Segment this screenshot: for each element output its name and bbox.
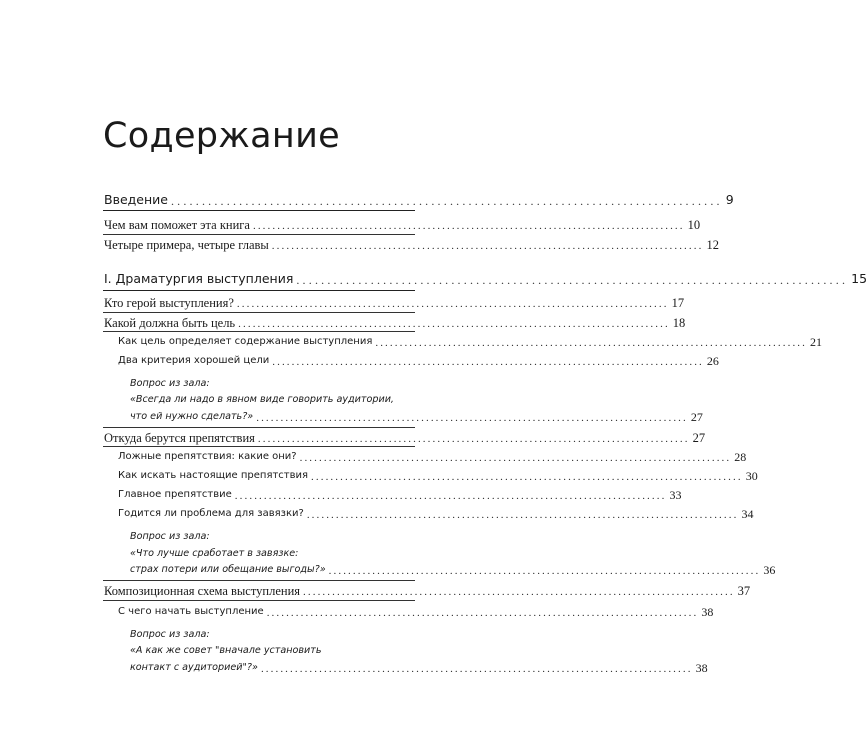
toc-subentry[interactable] [130, 561, 776, 579]
entry-divider [103, 446, 415, 447]
question-text: страх потери или обещание выгоды?» [130, 564, 326, 575]
question-text: «Что лучше сработает в завязке: [130, 548, 299, 559]
toc-entry-label: Откуда берутся препятствия [104, 431, 255, 445]
dot-leader: ......................................................................................... [257, 433, 690, 445]
toc-entry-label: Композиционная схема выступления [104, 584, 301, 598]
toc-entry-page: 38 [695, 661, 708, 675]
dot-leader: ......................................................................................... [236, 298, 669, 310]
question-label: Вопрос из зала: [130, 629, 210, 640]
dot-leader: ......................................................................................... [328, 565, 761, 577]
toc-subentry[interactable] [118, 603, 714, 621]
toc-entry-label: Чем вам поможет эта книга [104, 218, 250, 232]
toc-entry-page: 10 [687, 218, 701, 232]
toc-entry-page: 27 [692, 431, 706, 445]
dot-leader: ......................................................................................... [299, 452, 732, 464]
toc-entry-label: Кто герой выступления? [104, 296, 234, 310]
question-line [130, 391, 415, 409]
entry-divider [103, 427, 415, 428]
entry-divider [103, 234, 415, 235]
entry-divider [103, 331, 415, 332]
dot-leader: ......................................................................................... [271, 240, 704, 252]
toc-entry-page: 38 [701, 605, 714, 619]
toc-entry[interactable] [104, 429, 706, 447]
toc-entry[interactable] [104, 216, 701, 234]
toc-entry-page: 33 [669, 488, 682, 502]
entry-divider [103, 312, 415, 313]
toc-subentry[interactable] [118, 333, 823, 351]
page-title: Содержание [103, 116, 340, 156]
toc-entry-page: 12 [706, 238, 719, 252]
toc-entry-label: Как искать настоящие препятствия [118, 470, 309, 481]
toc-entry-label: Два критерия хорошей цели [118, 355, 270, 366]
toc-entry[interactable] [104, 294, 685, 312]
dot-leader: ......................................................................................... [272, 356, 704, 368]
question-text: «Всегда ли надо в явном виде говорить аудитории, [130, 394, 394, 405]
toc-entry[interactable] [104, 270, 867, 288]
toc-entry-label: Как цель определяет содержание выступления [118, 336, 373, 347]
toc-entry-page: 26 [706, 354, 719, 368]
question-text: контакт с аудиторией"?» [130, 662, 258, 673]
toc-subentry[interactable] [118, 448, 747, 466]
question-text: что ей нужно сделать?» [130, 411, 254, 422]
toc-entry-page: 21 [810, 335, 823, 349]
dot-leader: ......................................................................................... [256, 412, 688, 424]
toc-entry-page: 30 [745, 469, 758, 483]
dot-leader: ......................................................................................... [296, 273, 849, 287]
dot-leader: ......................................................................................... [311, 471, 743, 483]
toc-entry-page: 27 [690, 410, 703, 424]
toc-entry-label: I. Драматургия выступления [104, 271, 294, 286]
toc-entry-page: 37 [737, 584, 751, 598]
toc-entry[interactable] [104, 314, 686, 332]
toc-entry[interactable] [104, 191, 734, 209]
toc-entry-page: 15 [851, 271, 867, 286]
toc-subentry[interactable] [118, 505, 754, 523]
toc-entry-page: 18 [672, 316, 686, 330]
question-label: Вопрос из зала: [130, 378, 210, 389]
toc-entry-page: 36 [763, 563, 776, 577]
toc-entry[interactable] [104, 236, 719, 254]
toc-entry-label: Какой должна быть цель [104, 316, 236, 330]
dot-leader: ......................................................................................... [303, 586, 735, 598]
toc-subentry[interactable] [130, 408, 703, 426]
dot-leader: ......................................................................................... [252, 220, 685, 232]
section-divider [103, 290, 415, 291]
toc-entry[interactable] [104, 582, 751, 600]
dot-leader: ......................................................................................... [266, 607, 699, 619]
toc-subentry[interactable] [118, 352, 719, 370]
toc-entry-page: 9 [725, 192, 734, 207]
question-line [130, 642, 415, 660]
question-text: «А как же совет "вначале установить [130, 645, 322, 656]
toc-subentry[interactable] [118, 486, 682, 504]
section-divider [103, 210, 415, 211]
toc-entry-page: 28 [734, 450, 747, 464]
entry-divider [103, 600, 415, 601]
toc-entry-label: С чего начать выступление [118, 606, 264, 617]
toc-entry-label: Годится ли проблема для завязки? [118, 508, 304, 519]
toc-subentry[interactable] [118, 467, 758, 485]
entry-divider [103, 580, 415, 581]
question-heading [130, 528, 415, 546]
toc-subentry[interactable] [130, 659, 708, 677]
toc-entry-page: 17 [671, 296, 685, 310]
dot-leader: ......................................................................................... [375, 337, 808, 349]
dot-leader: ......................................................................................... [234, 490, 667, 502]
toc-entry-label: Главное препятствие [118, 489, 232, 500]
toc-entry-label: Введение [104, 192, 168, 207]
dot-leader: ......................................................................................... [170, 194, 723, 208]
dot-leader: ......................................................................................... [260, 663, 693, 675]
question-label: Вопрос из зала: [130, 531, 210, 542]
toc-entry-page: 34 [741, 507, 754, 521]
toc-entry-label: Четыре примера, четыре главы [104, 238, 269, 252]
dot-leader: ......................................................................................... [238, 318, 670, 330]
dot-leader: ......................................................................................... [306, 509, 739, 521]
toc-entry-label: Ложные препятствия: какие они? [118, 451, 297, 462]
